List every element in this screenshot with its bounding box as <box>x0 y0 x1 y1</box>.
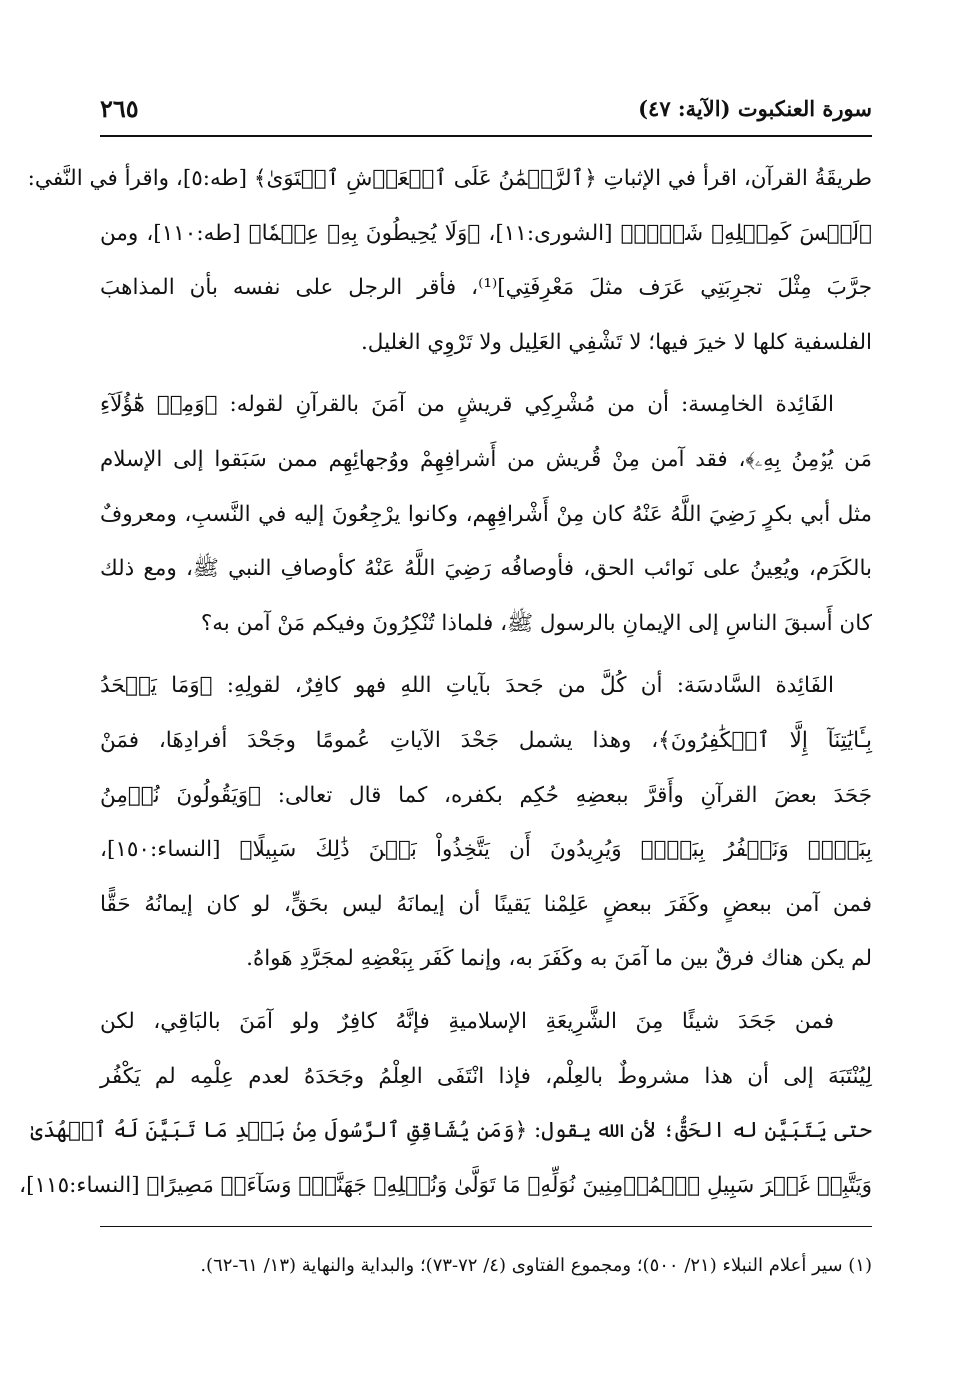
paragraph-gap <box>100 370 872 378</box>
text-line: لِيُنْتَبَهَ إلى أن هذا مشروطٌ بالعِلْم، فإذا انْتَفَى العِلْمُ وجَحَدَهُ لعدم عِلْمِه لم يَكْفُر <box>100 1063 872 1089</box>
text-line: فمن آمن ببعضٍ وكَفَرَ ببعضٍ عَلِمْنا يَقينًا أن إيمانَهُ ليس بحَقٍّ، لو كان إيمانُهُ حَقًّا <box>100 891 872 917</box>
paragraph <box>100 378 872 651</box>
text-line: الفَائِدة السَّادسَة: أن كُلَّ من جَحدَ بآياتِ اللهِ فهو كافِرٌ، لقولِهِ: ﴿وَمَا يَجۡحَدُ <box>100 673 834 699</box>
paragraph <box>100 659 872 987</box>
text-line: الفلسفية كلها لا خيرَ فيها؛ لا تَشْفِي العَلِيل ولا تَرْوِي الغليل. <box>360 329 872 355</box>
header-divider <box>100 135 872 137</box>
text-line: الفَائِدة الخامِسة: أن من مُشْرِكِي قريشٍ من آمَنَ بالقرآنِ لقوله: ﴿وَمِنۡ هَٰٓؤُلَآءِ <box>100 392 834 418</box>
text-line: وَيَتَّبِعۡ غَيۡرَ سَبِيلِ ٱلۡمُؤۡمِنِينَ نُوَلِّهِۦ مَا تَوَلَّىٰ وَنُصۡلِهِۦ جَهَنَّمَۖ وَسَآءَتۡ مَصِيرًا﴾ [النساء:١١٥]، <box>19 1172 872 1198</box>
page-number: ٢٦٥ <box>100 94 139 123</box>
text-line: جَحَدَ بعضَ القرآنِ وأَقرَّ ببعضِهِ حُكِم بكفره، كما قال تعالى: ﴿وَيَقُولُونَ نُؤۡمِنُ <box>100 782 872 808</box>
paragraph-gap <box>100 987 872 995</box>
paragraph <box>19 995 872 1213</box>
text-line: لم يكن هناك فرقٌ بين ما آمَنَ به وكَفَرَ به، وإنما كَفَر بِبَعْضِهِ لمجَرَّدِ هَواهُ. <box>246 946 872 972</box>
text-line: طريقَةُ القرآن، اقرأ في الإثباتِ ﴿ٱلرَّحۡمَٰنُ عَلَى ٱلۡعَرۡشِ ٱسۡتَوَىٰ﴾ [طه:٥]، واقرأ في النَّفي: <box>27 166 872 191</box>
text-line: مَن يُؤۡمِنُ بِهِۦ﴾، فقد آمن مِنْ قُريش من أَشرافِهِمْ ووُجهائِهِم ممن سَبَقوا إلى الإسلام <box>100 446 872 472</box>
text-line: فمن جَحَدَ شيئًا مِنَ الشَّرِيعَةِ الإسلاميةِ فإنَّهُ كافِرٌ ولو آمَنَ بالبَاقِي، لكن <box>100 1008 834 1034</box>
text-line: مثل أبي بكرٍ رَضِيَ اللَّهُ عَنْهُ كان مِنْ أَشْرافِهِم، وكانوا يرْجِعُونَ إليه في النَّسبِ، ومعروفٌ <box>100 501 872 527</box>
text-line: ﴿لَيۡسَ كَمِثۡلِهِۦ شَيۡءٞ﴾ [الشورى:١١]، ﴿وَلَا يُحِيطُونَ بِهِۦ عِلۡمٗا﴾ [طه:١١٠]، ومن <box>100 220 872 246</box>
text-line: كان أَسبقَ الناسِ إلى الإيمانِ بالرسول ﷺ، فلماذا تُنْكِرُونَ وفيكم مَنْ آمن به؟ <box>200 610 872 636</box>
text-line: بِـَٔايَٰتِنَآ إِلَّا ٱلۡكَٰفِرُونَ﴾، وهذا يشمل جَحْدَ الآياتِ عُمومًا وجَحْدَ أفرادِهَا، فمَنْ <box>100 727 872 753</box>
page-body <box>19 152 872 1213</box>
text-line: بالكَرَم، ويُعِينُ على نَوائب الحق، فأوصافُه رَضِيَ اللَّهُ عَنْهُ كأوصافِ النبي ﷺ، ومع ذلك <box>100 556 872 582</box>
text-line: جرَّبَ مِثْلَ تجرِبَتِي عَرَف مثلَ مَعْرِفَتِي]⁽¹⁾، فأقر الرجل على نفسه بأن المذاهبَ <box>100 275 872 301</box>
footnote: (١) سير أعلام النبلاء (٢١/ ٥٠٠)؛ ومجموع الفتاوى (٤/ ٧٢-٧٣)؛ والبداية والنهاية (١٣/ ٦١-٦٢). <box>200 1255 872 1276</box>
paragraph-gap <box>100 651 872 659</box>
paragraph <box>27 152 872 370</box>
text-line: بِبَعۡضٖ وَنَكۡفُرُ بِبَعۡضٖ وَيُرِيدُونَ أَن يَتَّخِذُواْ بَيۡنَ ذَٰلِكَ سَبِيلًا﴾ [النساء:١٥٠]، <box>100 837 872 863</box>
running-title: سورة العنكبوت (الآية: ٤٧) <box>638 96 872 121</box>
page-header <box>100 92 872 132</box>
text-line: حتى يَتَبَيَّن له الحَقُّ؛ لأن الله يقول: ﴿وَمَن يُشَاقِقِ ٱلرَّسُولَ مِنۢ بَعۡدِ مَا تَبَيَّنَ لَهُ ٱلۡهُدَىٰ <box>30 1118 872 1144</box>
footnote-divider <box>100 1226 872 1227</box>
